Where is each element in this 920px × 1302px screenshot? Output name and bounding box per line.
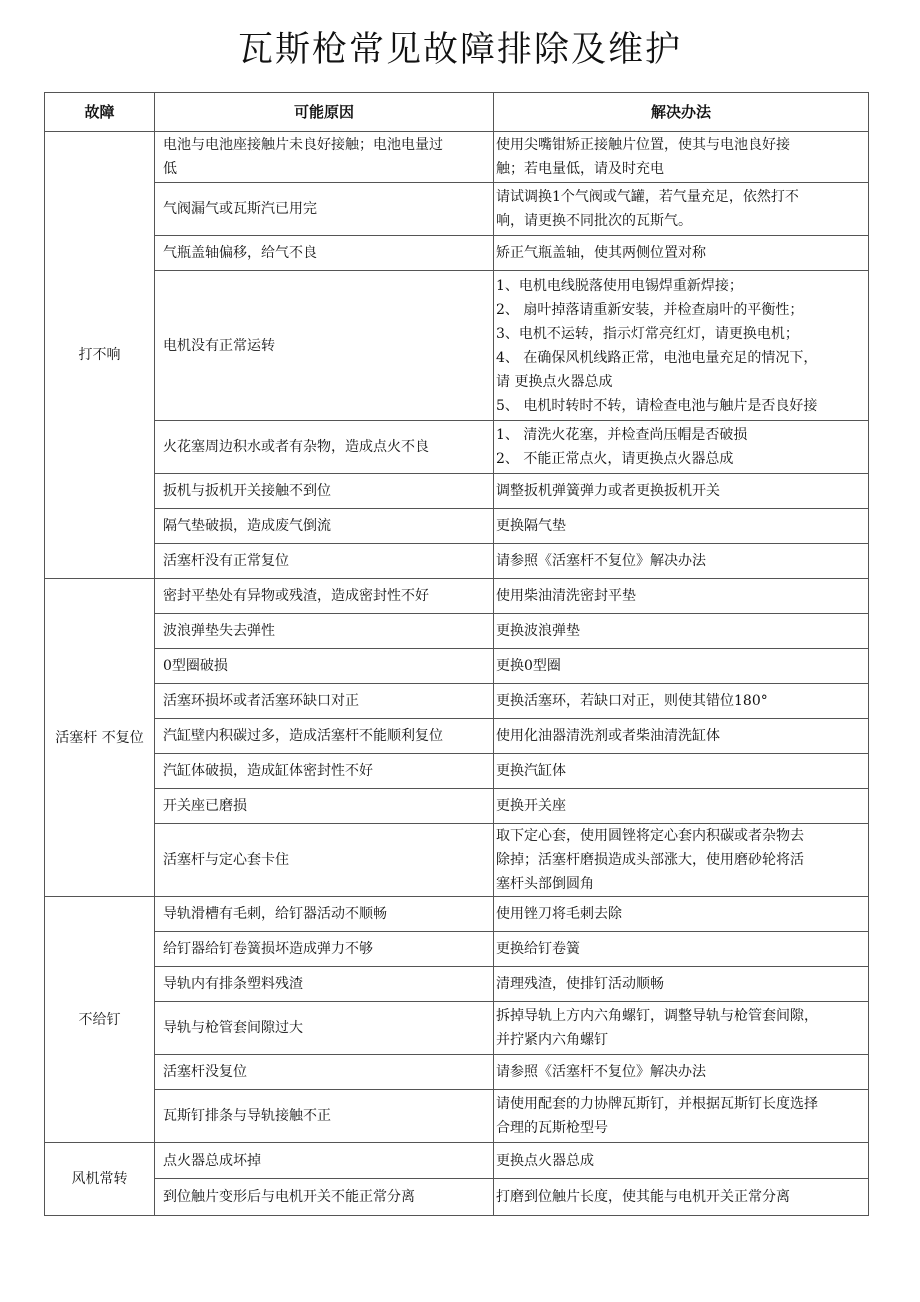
solution-cell [494,932,869,967]
solution-cell-line: 除掉；活塞杆磨损造成头部涨大，使用磨砂轮将活 [496,852,804,868]
table-row [45,1179,869,1216]
solution-cell [494,789,869,824]
solution-cell-line: 使用化油器清洗剂或者柴油清洗缸体 [496,728,720,744]
solution-cell-line: 更换点火器总成 [496,1152,594,1169]
cause-cell-line: 活塞杆没复位 [163,1064,247,1080]
cause-cell [155,1143,494,1179]
solution-cell-line: 使用柴油清洗密封平垫 [496,588,636,604]
solution-cell-line: 2、 不能正常点火，请更换点火器总成 [496,451,734,467]
fault-category-cell: 打不响 [45,132,155,579]
cause-cell-line: 波浪弹垫失去弹性 [163,623,275,639]
fault-category-cell: 风机常转 [45,1143,155,1216]
cause-cell [155,509,494,544]
solution-cell [494,474,869,509]
cause-cell-line: 扳机与扳机开关接触不到位 [163,483,331,499]
header-cause: 可能原因 [155,93,494,132]
solution-cell-line: 拆掉导轨上方内六角螺钉，调整导轨与枪管套间隙， [496,1008,818,1024]
cause-cell-line: 活塞环损坏或者活塞环缺口对正 [163,693,359,709]
cause-cell [155,684,494,719]
solution-cell-line: 请参照《活塞杆不复位》解决办法 [496,1064,706,1080]
solution-cell-line: 更换0型圈 [496,658,561,674]
solution-cell-line: 清理残渣，使排钉活动顺畅 [496,976,664,992]
solution-cell [494,421,869,474]
solution-cell [494,579,869,614]
solution-cell-line: 触；若电量低，请及时充电 [496,161,664,177]
solution-cell [494,719,869,754]
cause-cell [155,1055,494,1090]
cause-cell-line: 汽缸壁内积碳过多，造成活塞杆不能顺利复位 [163,728,443,744]
table-row [45,544,869,579]
solution-cell-line: 更换开关座 [496,798,566,814]
solution-cell-line: 并拧紧内六角螺钉 [496,1032,608,1048]
table-row [45,719,869,754]
cause-cell [155,544,494,579]
cause-cell [155,932,494,967]
cause-cell [155,271,494,421]
table-row [45,897,869,932]
solution-cell-line: 4、 在确保风机线路正常，电池电量充足的情况下， [496,349,818,366]
cause-cell-line: 低 [163,161,177,177]
cause-cell-line: 汽缸体破损，造成缸体密封性不好 [163,763,373,779]
solution-cell-line: 更换隔气垫 [496,518,566,534]
cause-cell-line: 隔气垫破损，造成废气倒流 [163,518,331,534]
solution-cell [494,649,869,684]
solution-cell-line: 1、 清洗火花塞，并检查尚压帽是否破损 [496,427,748,443]
table-body [45,132,869,1216]
solution-cell-line: 合理的瓦斯枪型号 [496,1120,608,1136]
cause-cell-line: 火花塞周边积水或者有杂物，造成点火不良 [163,439,429,455]
solution-cell-line: 打磨到位触片长度，使其能与电机开关正常分离 [496,1189,790,1205]
cause-cell-line: 导轨与枪管套间隙过大 [163,1020,303,1036]
cause-cell-line: 电池与电池座接触片未良好接触；电池电量过 [163,137,443,153]
table-row [45,132,869,183]
solution-cell [494,236,869,271]
solution-cell-line: 取下定心套，使用圆锉将定心套内积碳或者杂物去 [496,828,804,844]
solution-cell-line: 5、 电机时转时不转，请检查电池与触片是否良好接 [496,397,818,414]
page-title: 瓦斯枪常见故障排除及维护 [237,30,682,70]
cause-cell [155,789,494,824]
cause-cell-line: 给钉器给钉卷簧损坏造成弹力不够 [163,941,373,957]
table-row [45,967,869,1002]
table-row [45,824,869,897]
cause-cell [155,1090,494,1143]
solution-cell-line: 使用尖嘴钳矫正接触片位置，使其与电池良好接 [496,137,790,153]
table-row [45,932,869,967]
solution-cell-line: 更换汽缸体 [496,763,566,779]
cause-cell [155,236,494,271]
solution-cell [494,614,869,649]
solution-cell-line: 更换波浪弹垫 [496,623,580,639]
table-row [45,1143,869,1179]
cause-cell-line: 导轨滑槽有毛刺，给钉器活动不顺畅 [163,906,387,922]
solution-cell-line: 1、电机电线脱落使用电锡焊重新焊接； [496,277,743,294]
cause-cell [155,132,494,183]
cause-cell-line: 点火器总成坏掉 [163,1152,261,1169]
solution-cell [494,132,869,183]
cause-cell [155,474,494,509]
cause-cell-line: 到位触片变形后与电机开关不能正常分离 [163,1189,415,1205]
solution-cell-line: 2、 扇叶掉落请重新安装，并检查扇叶的平衡性； [496,301,804,318]
solution-cell-line: 使用锉刀将毛刺去除 [496,906,622,922]
table-row [45,509,869,544]
table-row [45,684,869,719]
solution-cell [494,544,869,579]
cause-cell [155,719,494,754]
solution-cell-line: 请参照《活塞杆不复位》解决办法 [496,553,706,569]
solution-cell-line: 响，请更换不同批次的瓦斯气。 [496,213,692,229]
solution-cell-line: 3、电机不运转，指示灯常亮红灯，请更换电机； [496,325,799,342]
solution-cell-line: 塞杆头部倒圆角 [496,876,594,892]
solution-cell-line: 请使用配套的力协牌瓦斯钉，并根据瓦斯钉长度选择 [496,1096,818,1112]
table-row [45,579,869,614]
header-row [45,93,869,132]
header-solution: 解决办法 [494,93,869,132]
cause-cell [155,421,494,474]
cause-cell [155,614,494,649]
solution-cell [494,1179,869,1216]
table-row [45,1090,869,1143]
table-row [45,236,869,271]
cause-cell-line: 密封平垫处有异物或残渣，造成密封性不好 [163,588,429,604]
cause-cell-line: 导轨内有排条塑料残渣 [163,976,303,992]
solution-cell-line: 调整扳机弹簧弹力或者更换扳机开关 [496,483,720,499]
table-row [45,421,869,474]
header-fault: 故障 [45,93,155,132]
cause-cell [155,967,494,1002]
cause-cell-line: 电机没有正常运转 [163,337,275,354]
cause-cell-line: 活塞杆与定心套卡住 [163,852,289,868]
cause-cell-line: 0型圈破损 [163,658,228,674]
cause-cell [155,897,494,932]
solution-cell [494,1090,869,1143]
solution-cell [494,1055,869,1090]
solution-cell-line: 请试调换1个气阀或气罐，若气量充足，依然打不 [496,189,799,205]
solution-cell [494,271,869,421]
solution-cell [494,183,869,236]
solution-cell-line: 更换活塞环，若缺口对正，则使其错位180° [496,693,768,709]
table-row [45,1002,869,1055]
solution-cell [494,824,869,897]
solution-cell-line: 请 更换点火器总成 [496,373,613,390]
solution-cell [494,897,869,932]
cause-cell [155,1179,494,1216]
solution-cell [494,1002,869,1055]
cause-cell [155,824,494,897]
cause-cell-line: 气瓶盖轴偏移，给气不良 [163,245,317,261]
table-row [45,1055,869,1090]
cause-cell-line: 活塞杆没有正常复位 [163,553,289,569]
cause-cell [155,1002,494,1055]
table-row [45,474,869,509]
fault-category-cell: 活塞杆 不复位 [45,579,155,897]
solution-cell-line: 矫正气瓶盖轴，使其两侧位置对称 [496,245,706,261]
cause-cell-line: 瓦斯钉排条与导轨接触不正 [163,1108,331,1124]
table-row [45,614,869,649]
solution-cell [494,754,869,789]
cause-cell-line: 开关座已磨损 [163,798,247,814]
solution-cell-line: 更换给钉卷簧 [496,941,580,957]
solution-cell [494,684,869,719]
table-row [45,789,869,824]
table-row [45,649,869,684]
cause-cell [155,754,494,789]
troubleshooting-table [44,92,869,1216]
cause-cell [155,183,494,236]
solution-cell [494,509,869,544]
cause-cell-line: 气阀漏气或瓦斯汽已用完 [163,201,317,217]
solution-cell [494,967,869,1002]
fault-category-cell: 不给钉 [45,897,155,1143]
cause-cell [155,649,494,684]
solution-cell [494,1143,869,1179]
table-row [45,183,869,236]
table-row [45,271,869,421]
cause-cell [155,579,494,614]
table-row [45,754,869,789]
